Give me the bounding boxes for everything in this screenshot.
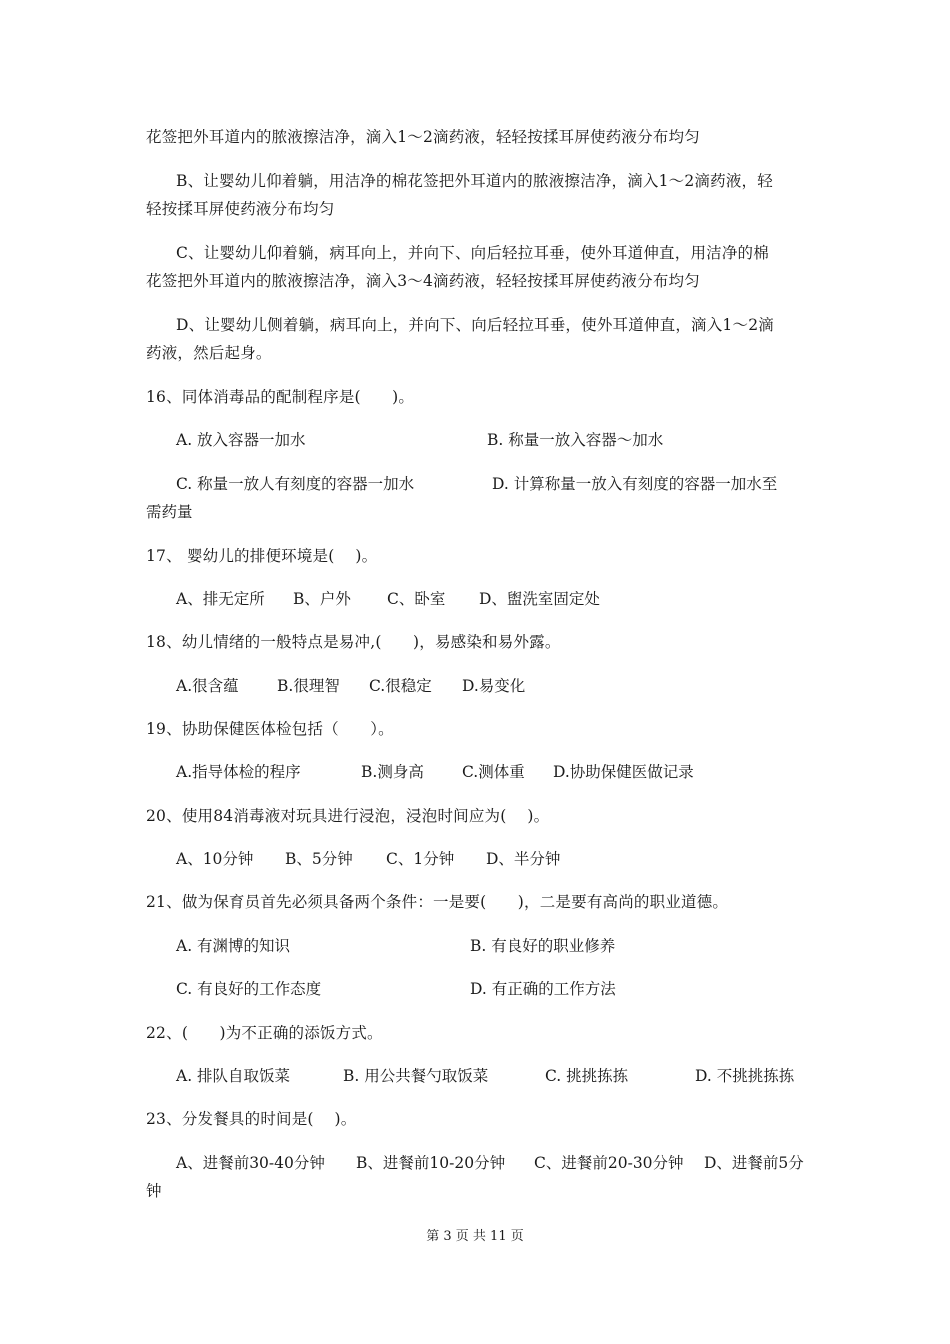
q16-option-c: C. 称量一放人有刻度的容器一加水 [176, 475, 415, 493]
q23-option-c: C、进餐前20-30分钟 [534, 1154, 684, 1172]
text-line: 轻按揉耳屏使药液分布均匀 [146, 200, 335, 218]
q17-option-a: A、排无定所 [176, 590, 265, 608]
q17-option-d: D、盥洗室固定处 [479, 590, 600, 608]
q21-option-b: B. 有良好的职业修养 [470, 937, 616, 955]
q20-option-d: D、半分钟 [486, 850, 561, 868]
text-line: 药液，然后起身。 [146, 344, 272, 362]
option-d-text: D、让婴幼儿侧着躺，病耳向上，并向下、向后轻拉耳垂，使外耳道伸直，滴入1～2滴 [176, 316, 774, 334]
question-22: 22、( )为不正确的添饭方式。 [146, 1024, 383, 1042]
q22-option-b: B. 用公共餐勺取饭菜 [343, 1067, 489, 1085]
q22-option-c: C. 挑挑拣拣 [545, 1067, 629, 1085]
q23-option-d: D、进餐前5分 [704, 1154, 804, 1172]
text-line: 花签把外耳道内的脓液擦洁净，滴入1～2滴药液，轻轻按揉耳屏使药液分布均匀 [146, 128, 700, 146]
q18-option-d: D.易变化 [462, 677, 526, 695]
q22-option-a: A. 排队自取饭菜 [176, 1067, 291, 1085]
q16-option-d-cont: 需药量 [146, 503, 193, 521]
q19-option-d: D.协助保健医做记录 [553, 763, 694, 781]
question-17: 17、 婴幼儿的排便环境是( )。 [146, 547, 378, 565]
question-18: 18、幼儿情绪的一般特点是易冲,( )，易感染和易外露。 [146, 633, 561, 651]
option-c-text: C、让婴幼儿仰着躺，病耳向上，并向下、向后轻拉耳垂，使外耳道伸直，用洁净的棉 [176, 244, 769, 262]
q17-option-b: B、户外 [293, 590, 351, 608]
q23-option-d-cont: 钟 [146, 1182, 162, 1200]
q19-option-a: A.指导体检的程序 [176, 763, 301, 781]
q21-option-a: A. 有渊博的知识 [176, 937, 291, 955]
q19-option-b: B.测身高 [361, 763, 424, 781]
text-line: 花签把外耳道内的脓液擦洁净，滴入3～4滴药液，轻轻按揉耳屏使药液分布均匀 [146, 272, 700, 290]
q23-option-b: B、进餐前10-20分钟 [356, 1154, 506, 1172]
q17-option-c: C、卧室 [387, 590, 446, 608]
q16-option-a: A. 放入容器一加水 [176, 431, 306, 449]
option-b-text: B、让婴幼儿仰着躺，用洁净的棉花签把外耳道内的脓液擦洁净，滴入1～2滴药液，轻 [176, 172, 773, 190]
q18-option-c: C.很稳定 [369, 677, 432, 695]
q19-option-c: C.测体重 [462, 763, 525, 781]
q22-option-d: D. 不挑挑拣拣 [695, 1067, 795, 1085]
q20-option-a: A、10分钟 [176, 850, 254, 868]
question-23: 23、分发餐具的时间是( )。 [146, 1110, 357, 1128]
question-19: 19、协助保健医体检包括（ ）。 [146, 720, 394, 738]
question-20: 20、使用84消毒液对玩具进行浸泡，浸泡时间应为( )。 [146, 807, 550, 825]
q21-option-d: D. 有正确的工作方法 [470, 980, 616, 998]
question-21: 21、做为保育员首先必须具备两个条件：一是要( )，二是要有高尚的职业道德。 [146, 893, 729, 911]
q16-option-d: D. 计算称量一放入有刻度的容器一加水至 [492, 475, 778, 493]
page-number-footer: 第 3 页 共 11 页 [426, 1229, 524, 1244]
q20-option-c: C、1分钟 [386, 850, 455, 868]
q20-option-b: B、5分钟 [285, 850, 353, 868]
q18-option-b: B.很理智 [277, 677, 340, 695]
q21-option-c: C. 有良好的工作态度 [176, 980, 322, 998]
q16-option-b: B. 称量一放入容器～加水 [487, 431, 664, 449]
q23-option-a: A、进餐前30-40分钟 [176, 1154, 325, 1172]
question-16: 16、同体消毒品的配制程序是( )。 [146, 388, 415, 406]
q18-option-a: A.很含蕴 [176, 677, 239, 695]
